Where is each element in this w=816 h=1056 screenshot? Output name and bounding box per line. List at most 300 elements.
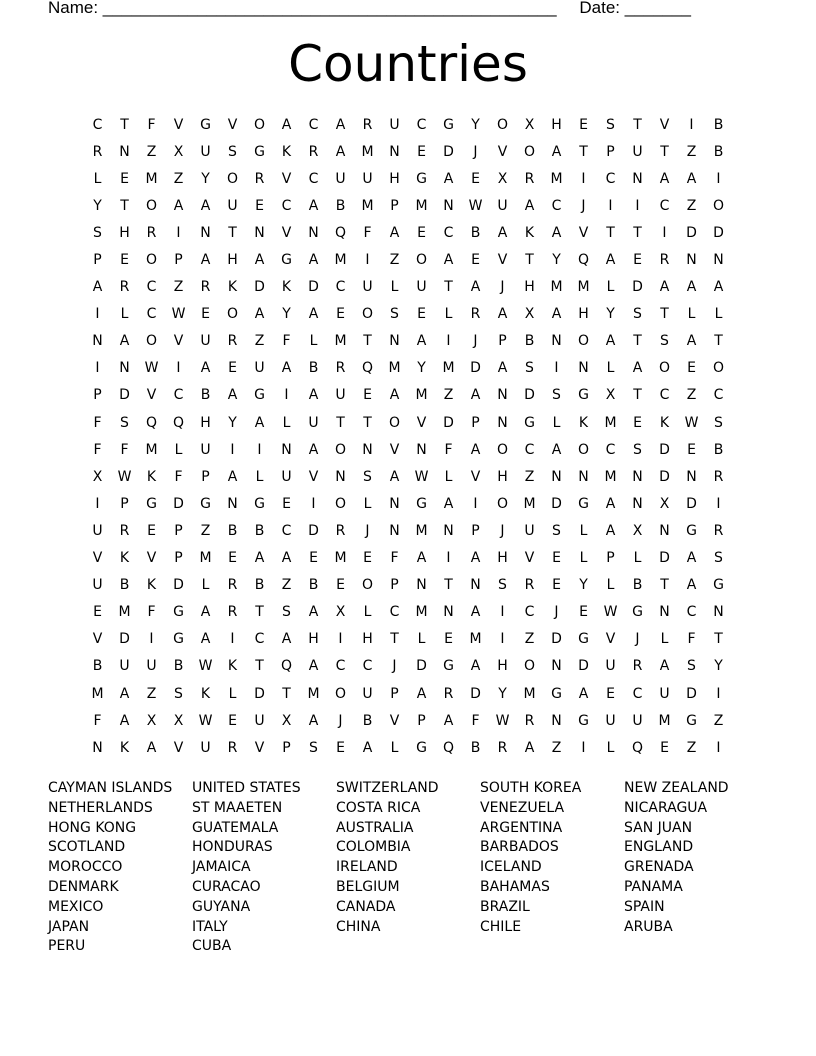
grid-cell: V: [146, 550, 157, 567]
word-list-item: PERU: [48, 938, 86, 955]
grid-cell: M: [550, 170, 563, 187]
grid-cell: X: [146, 712, 157, 729]
grid-cell: N: [686, 252, 697, 269]
grid-cell: I: [716, 170, 721, 187]
grid-cell: S: [363, 468, 372, 485]
grid-cell: T: [714, 631, 723, 648]
grid-cell: R: [227, 333, 238, 350]
grid-cell: K: [227, 658, 238, 675]
grid-cell: M: [334, 333, 347, 350]
grid-cell: R: [119, 279, 130, 296]
word-list-item: AUSTRALIA: [336, 819, 414, 836]
grid-cell: P: [282, 739, 291, 756]
grid-cell: N: [200, 224, 211, 241]
grid-cell: Z: [173, 279, 184, 296]
grid-cell: I: [716, 685, 721, 702]
word-list-item: HONDURAS: [192, 839, 273, 856]
grid-cell: G: [281, 252, 292, 269]
grid-cell: O: [361, 306, 374, 323]
grid-cell: G: [254, 143, 265, 160]
grid-cell: A: [551, 224, 562, 241]
grid-cell: H: [497, 550, 508, 567]
grid-cell: L: [444, 468, 453, 485]
grid-cell: D: [308, 279, 319, 296]
grid-cell: U: [335, 170, 346, 187]
grid-cell: N: [92, 333, 103, 350]
grid-cell: N: [308, 224, 319, 241]
grid-cell: P: [174, 550, 183, 567]
grid-cell: L: [606, 360, 615, 377]
grid-cell: N: [281, 441, 292, 458]
grid-cell: E: [201, 306, 210, 323]
grid-cell: O: [577, 441, 590, 458]
word-list-item: ICELAND: [480, 859, 542, 876]
grid-cell: E: [579, 604, 588, 621]
grid-cell: A: [443, 252, 454, 269]
grid-cell: M: [415, 604, 428, 621]
word-list-item: MOROCCO: [48, 859, 123, 876]
grid-cell: M: [334, 550, 347, 567]
word-list-item: BRAZIL: [480, 898, 530, 915]
grid-cell: N: [443, 197, 454, 214]
grid-cell: G: [254, 495, 265, 512]
grid-cell: O: [145, 252, 158, 269]
grid-cell: V: [173, 333, 184, 350]
grid-cell: B: [200, 387, 211, 404]
grid-cell: B: [308, 577, 319, 594]
grid-cell: R: [443, 685, 454, 702]
grid-cell: N: [389, 143, 400, 160]
grid-cell: W: [198, 712, 213, 729]
grid-cell: F: [174, 468, 183, 485]
grid-cell: A: [308, 306, 319, 323]
word-list-item: ENGLAND: [624, 839, 694, 856]
grid-cell: U: [254, 712, 265, 729]
grid-cell: N: [659, 604, 670, 621]
grid-cell: A: [470, 441, 481, 458]
grid-cell: M: [604, 414, 617, 431]
grid-cell: I: [716, 495, 721, 512]
grid-cell: A: [497, 306, 508, 323]
grid-cell: M: [307, 685, 320, 702]
grid-cell: B: [470, 739, 481, 756]
grid-cell: U: [362, 685, 373, 702]
grid-cell: C: [389, 604, 400, 621]
word-list-item: CURACAO: [192, 878, 261, 895]
grid-cell: L: [390, 279, 399, 296]
grid-cell: A: [308, 712, 319, 729]
grid-cell: N: [389, 522, 400, 539]
grid-cell: K: [119, 739, 130, 756]
grid-cell: M: [469, 631, 482, 648]
grid-cell: F: [390, 550, 399, 567]
grid-cell: K: [146, 468, 157, 485]
grid-cell: J: [581, 197, 586, 214]
grid-cell: X: [524, 306, 535, 323]
grid-cell: R: [362, 116, 373, 133]
word-list-item: JAPAN: [48, 918, 90, 935]
grid-cell: M: [145, 170, 158, 187]
grid-cell: A: [443, 495, 454, 512]
grid-cell: O: [334, 685, 347, 702]
grid-cell: D: [443, 414, 454, 431]
grid-cell: T: [660, 577, 669, 594]
grid-cell: P: [606, 143, 615, 160]
grid-cell: C: [713, 387, 724, 404]
grid-cell: M: [118, 604, 131, 621]
grid-cell: V: [308, 468, 319, 485]
grid-cell: A: [281, 550, 292, 567]
grid-cell: Y: [579, 577, 588, 594]
grid-cell: C: [281, 197, 292, 214]
grid-cell: S: [714, 550, 723, 567]
grid-cell: A: [308, 604, 319, 621]
grid-cell: A: [389, 468, 400, 485]
grid-cell: H: [308, 631, 319, 648]
grid-cell: G: [173, 631, 184, 648]
grid-cell: U: [389, 116, 400, 133]
grid-cell: G: [254, 387, 265, 404]
grid-cell: E: [687, 360, 696, 377]
word-list-item: DENMARK: [48, 878, 119, 895]
grid-cell: N: [551, 658, 562, 675]
grid-cell: A: [335, 143, 346, 160]
grid-cell: A: [470, 279, 481, 296]
grid-cell: R: [713, 468, 724, 485]
grid-cell: G: [173, 604, 184, 621]
grid-cell: E: [363, 550, 372, 567]
grid-cell: I: [95, 495, 100, 512]
grid-cell: V: [416, 414, 427, 431]
grid-cell: R: [335, 360, 346, 377]
grid-cell: T: [633, 116, 642, 133]
grid-cell: B: [173, 658, 184, 675]
grid-cell: B: [713, 441, 724, 458]
grid-cell: D: [254, 685, 265, 702]
grid-cell: O: [712, 197, 725, 214]
grid-cell: A: [578, 685, 589, 702]
grid-cell: W: [468, 197, 483, 214]
grid-cell: B: [713, 143, 724, 160]
grid-cell: C: [686, 604, 697, 621]
grid-cell: O: [496, 441, 509, 458]
grid-cell: U: [200, 333, 211, 350]
grid-cell: E: [93, 604, 102, 621]
grid-cell: P: [93, 252, 102, 269]
grid-cell: I: [95, 360, 100, 377]
grid-cell: W: [495, 712, 510, 729]
grid-cell: D: [632, 279, 643, 296]
grid-cell: F: [444, 441, 453, 458]
grid-cell: T: [363, 333, 372, 350]
grid-cell: H: [497, 658, 508, 675]
grid-cell: T: [633, 387, 642, 404]
grid-cell: Y: [93, 197, 102, 214]
grid-cell: N: [497, 414, 508, 431]
grid-cell: N: [227, 495, 238, 512]
grid-cell: I: [689, 116, 694, 133]
grid-cell: G: [686, 522, 697, 539]
word-list-item: NETHERLANDS: [48, 799, 153, 816]
word-list-item: NICARAGUA: [624, 799, 708, 816]
grid-cell: A: [119, 712, 130, 729]
grid-cell: Z: [551, 739, 562, 756]
grid-cell: X: [605, 387, 616, 404]
grid-cell: R: [200, 279, 211, 296]
grid-cell: A: [632, 360, 643, 377]
grid-cell: V: [497, 252, 508, 269]
grid-cell: C: [632, 685, 643, 702]
grid-cell: G: [416, 495, 427, 512]
grid-cell: M: [604, 468, 617, 485]
grid-cell: D: [713, 224, 724, 241]
grid-cell: O: [361, 577, 374, 594]
grid-cell: V: [281, 170, 292, 187]
grid-cell: G: [713, 577, 724, 594]
grid-cell: E: [336, 739, 345, 756]
grid-cell: S: [687, 658, 696, 675]
grid-cell: Y: [201, 170, 210, 187]
grid-cell: R: [524, 170, 535, 187]
word-list-item: BAHAMAS: [480, 878, 550, 895]
grid-cell: U: [92, 522, 103, 539]
grid-cell: K: [146, 577, 157, 594]
word-list-item: IRELAND: [336, 859, 398, 876]
grid-cell: C: [524, 441, 535, 458]
grid-cell: A: [281, 631, 292, 648]
word-list-item: MEXICO: [48, 898, 104, 915]
grid-cell: C: [146, 279, 157, 296]
grid-cell: P: [390, 197, 399, 214]
word-list-empty: [480, 937, 624, 957]
grid-cell: X: [173, 143, 184, 160]
grid-cell: A: [416, 550, 427, 567]
grid-cell: C: [605, 170, 616, 187]
grid-cell: L: [417, 631, 426, 648]
grid-cell: S: [633, 306, 642, 323]
grid-cell: Q: [145, 414, 158, 431]
grid-cell: A: [200, 252, 211, 269]
grid-cell: L: [309, 333, 318, 350]
grid-cell: K: [281, 279, 292, 296]
page-title: Countries: [288, 35, 528, 93]
grid-cell: I: [338, 631, 343, 648]
word-list-item: ST MAAETEN: [192, 799, 283, 816]
grid-cell: X: [659, 495, 670, 512]
grid-cell: V: [254, 739, 265, 756]
grid-cell: X: [497, 170, 508, 187]
grid-cell: E: [228, 360, 237, 377]
word-list-item: BELGIUM: [336, 878, 400, 895]
grid-cell: H: [497, 468, 508, 485]
word-list-empty: [624, 937, 768, 957]
grid-cell: L: [714, 306, 723, 323]
word-list-item: GUYANA: [192, 898, 251, 915]
grid-cell: B: [119, 577, 130, 594]
grid-cell: L: [93, 170, 102, 187]
grid-cell: U: [92, 577, 103, 594]
grid-cell: T: [390, 631, 399, 648]
grid-cell: W: [144, 360, 159, 377]
grid-cell: Z: [686, 143, 697, 160]
grid-cell: S: [282, 604, 291, 621]
grid-cell: S: [606, 116, 615, 133]
grid-cell: E: [120, 170, 129, 187]
grid-cell: L: [363, 604, 372, 621]
grid-cell: T: [525, 252, 534, 269]
grid-cell: W: [117, 468, 132, 485]
grid-cell: T: [633, 333, 642, 350]
grid-cell: D: [659, 550, 670, 567]
grid-cell: A: [470, 658, 481, 675]
grid-cell: S: [660, 333, 669, 350]
grid-cell: A: [713, 279, 724, 296]
grid-cell: C: [524, 604, 535, 621]
grid-cell: V: [281, 224, 292, 241]
grid-cell: J: [338, 712, 343, 729]
grid-cell: S: [525, 360, 534, 377]
grid-cell: D: [308, 522, 319, 539]
grid-cell: I: [446, 550, 451, 567]
grid-cell: N: [416, 577, 427, 594]
grid-cell: A: [416, 685, 427, 702]
word-list-item: SOUTH KOREA: [480, 780, 582, 796]
grid-cell: I: [95, 306, 100, 323]
grid-cell: R: [713, 522, 724, 539]
grid-cell: V: [173, 116, 184, 133]
grid-cell: M: [199, 550, 212, 567]
grid-cell: I: [716, 739, 721, 756]
grid-cell: F: [120, 441, 129, 458]
grid-cell: C: [335, 658, 346, 675]
word-list-item: COSTA RICA: [336, 799, 421, 816]
grid-cell: F: [93, 441, 102, 458]
grid-cell: M: [523, 685, 536, 702]
word-list-item: CANADA: [336, 898, 396, 915]
grid-cell: E: [147, 522, 156, 539]
grid-cell: H: [200, 414, 211, 431]
grid-cell: M: [388, 360, 401, 377]
grid-cell: R: [470, 306, 481, 323]
grid-cell: A: [389, 224, 400, 241]
grid-cell: B: [254, 522, 265, 539]
grid-cell: C: [416, 116, 427, 133]
grid-cell: B: [335, 197, 346, 214]
grid-cell: H: [578, 306, 589, 323]
grid-cell: G: [524, 414, 535, 431]
grid-cell: U: [362, 170, 373, 187]
grid-cell: L: [606, 279, 615, 296]
word-list-item: SAN JUAN: [624, 819, 693, 836]
grid-cell: P: [201, 468, 210, 485]
grid-cell: A: [308, 252, 319, 269]
grid-cell: Y: [228, 414, 237, 431]
grid-cell: N: [686, 468, 697, 485]
grid-cell: T: [282, 685, 291, 702]
grid-cell: W: [171, 306, 186, 323]
grid-cell: G: [578, 631, 589, 648]
word-list-item: CHINA: [336, 918, 381, 935]
word-list-item: CHILE: [480, 918, 522, 935]
grid-cell: G: [416, 739, 427, 756]
grid-cell: A: [551, 306, 562, 323]
grid-cell: G: [443, 116, 454, 133]
word-list-item: VENEZUELA: [480, 799, 565, 816]
grid-cell: A: [146, 739, 157, 756]
grid-cell: P: [606, 550, 615, 567]
grid-cell: Z: [281, 577, 292, 594]
grid-cell: B: [308, 360, 319, 377]
grid-cell: A: [308, 387, 319, 404]
grid-cell: J: [473, 333, 478, 350]
grid-cell: T: [228, 224, 237, 241]
grid-cell: H: [119, 224, 130, 241]
grid-cell: N: [470, 577, 481, 594]
grid-cell: G: [443, 658, 454, 675]
grid-cell: S: [498, 577, 507, 594]
grid-cell: Z: [686, 197, 697, 214]
grid-cell: I: [662, 224, 667, 241]
grid-cell: T: [714, 333, 723, 350]
word-list-item: CUBA: [192, 938, 232, 955]
grid-cell: R: [497, 739, 508, 756]
grid-cell: Y: [471, 116, 480, 133]
grid-cell: N: [659, 522, 670, 539]
grid-cell: U: [524, 522, 535, 539]
grid-cell: E: [579, 116, 588, 133]
grid-cell: Q: [361, 360, 374, 377]
grid-cell: N: [416, 441, 427, 458]
word-list-item: CAYMAN ISLANDS: [48, 780, 173, 796]
grid-cell: D: [686, 495, 697, 512]
grid-cell: V: [497, 143, 508, 160]
grid-cell: C: [173, 387, 184, 404]
grid-cell: R: [227, 739, 238, 756]
grid-cell: E: [660, 739, 669, 756]
grid-cell: W: [414, 468, 429, 485]
grid-cell: E: [255, 197, 264, 214]
grid-cell: T: [606, 224, 615, 241]
grid-cell: T: [660, 306, 669, 323]
grid-cell: B: [227, 522, 238, 539]
word-list-item: HONG KONG: [48, 819, 137, 836]
grid-cell: L: [579, 550, 588, 567]
grid-cell: O: [334, 441, 347, 458]
grid-cell: A: [335, 116, 346, 133]
grid-cell: A: [551, 441, 562, 458]
grid-cell: C: [308, 116, 319, 133]
grid-cell: F: [93, 414, 102, 431]
grid-cell: E: [120, 252, 129, 269]
word-list-item: SPAIN: [624, 898, 665, 915]
grid-cell: A: [119, 333, 130, 350]
grid-cell: D: [416, 658, 427, 675]
grid-cell: K: [200, 685, 211, 702]
grid-cell: A: [470, 550, 481, 567]
grid-cell: X: [335, 604, 346, 621]
grid-cell: I: [554, 360, 559, 377]
grid-cell: N: [119, 360, 130, 377]
grid-cell: E: [336, 577, 345, 594]
grid-cell: B: [362, 712, 373, 729]
grid-cell: U: [632, 143, 643, 160]
grid-cell: N: [389, 333, 400, 350]
header: [48, 0, 748, 19]
grid-cell: G: [578, 387, 589, 404]
grid-cell: L: [201, 577, 210, 594]
grid-cell: A: [497, 360, 508, 377]
grid-cell: A: [281, 360, 292, 377]
